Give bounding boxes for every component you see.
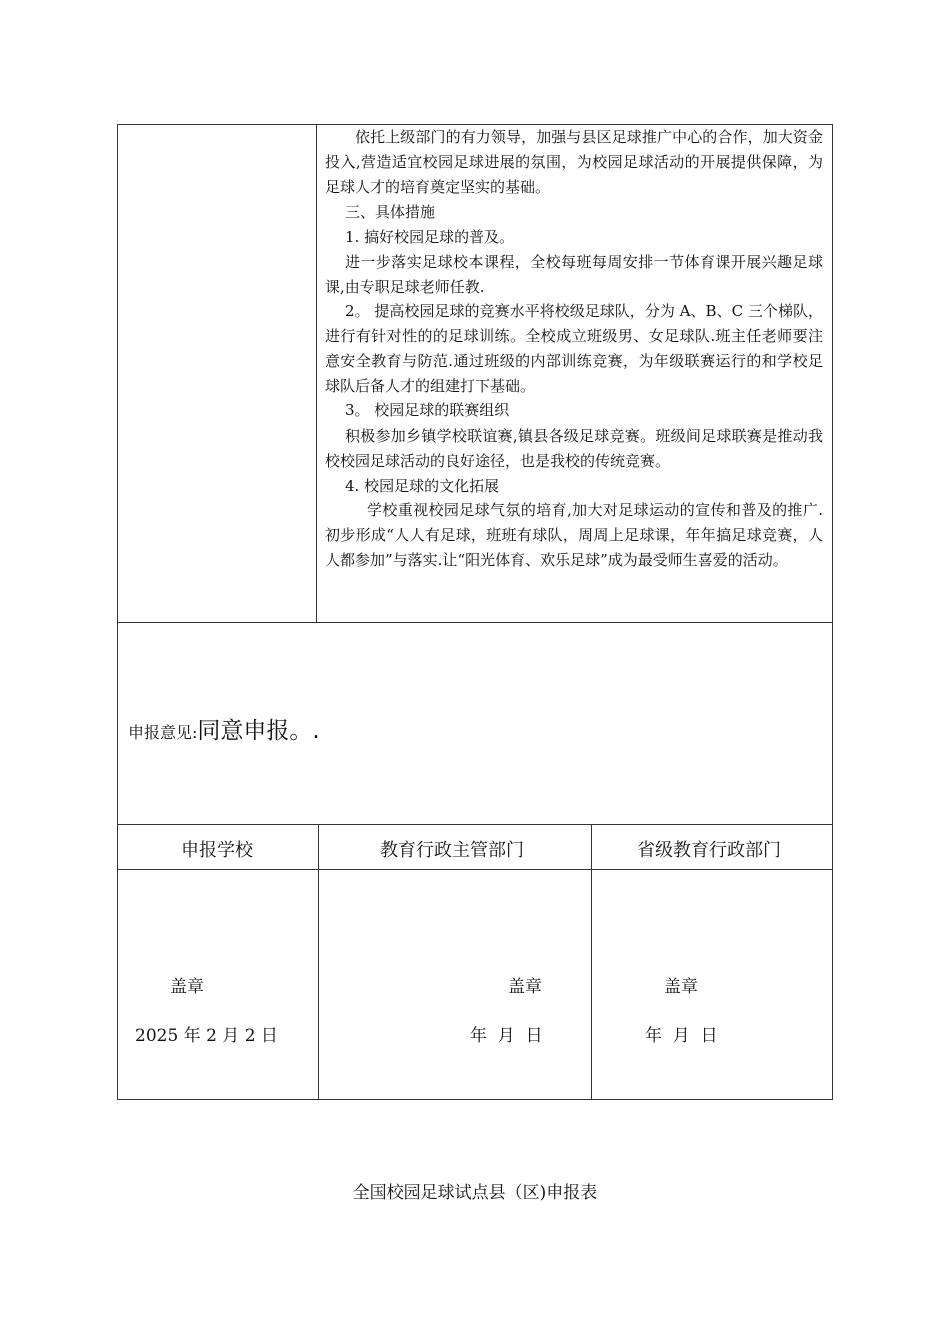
plan-item-4-text: 学校重视校园足球气氛的培育,加大对足球运动的宣传和普及的推广. 初步形成“人人有足球，班班有球队，周周上足球课，年年搞足球竞赛，人人都参加”与落实.让“阳光体育、欢乐足球”成为最受师生喜爱的活动。 [325, 501, 823, 569]
signature-divider-1 [318, 824, 319, 1100]
opinion-field [128, 712, 320, 745]
header-applicant-school: 申报学校 [181, 840, 253, 861]
plan-section-bottom-border [117, 622, 833, 623]
plan-heading-measures: 三、具体措施 [345, 203, 436, 221]
plan-item-3-text: 积极参加乡镇学校联谊赛,镇县各级足球竞赛。班级间足球联赛是推动我校校园足球活动的良好途径，也是我校的传统竞赛。 [325, 427, 823, 470]
signature-header-bottom-border [117, 869, 833, 870]
form-title: 全国校园足球试点县（区)申报表 [352, 1183, 598, 1203]
signature-divider-2 [591, 824, 592, 1100]
stamp-education-department: 盖章 [508, 977, 542, 997]
opinion-label: 申报意见: [128, 723, 198, 742]
header-education-department: 教育行政主管部门 [380, 840, 524, 861]
plan-item-1-text: 进一步落实足球校本课程，全校每班每周安排一节体育课开展兴趣足球课,由专职足球老师任教. [325, 253, 823, 296]
date-education-department: 年 月 日 [470, 1026, 543, 1046]
opinion-value: 同意申报。. [197, 718, 320, 744]
plan-paragraph-support: 依托上级部门的有力领导，加强与县区足球推广中心的合作，加大资金投入,营造适宜校园足球进展的氛围，为校园足球活动的开展提供保障，为足球人才的培育奠定坚实的基础。 [325, 128, 823, 196]
stamp-applicant-school: 盖章 [170, 977, 204, 997]
stamp-provincial-department: 盖章 [664, 977, 698, 997]
plan-item-3-heading: 3。 校园足球的联赛组织 [345, 401, 510, 419]
plan-left-column-divider [316, 124, 317, 623]
plan-item-4-heading: 4. 校园足球的文化拓展 [345, 477, 500, 495]
date-provincial-department: 年 月 日 [645, 1026, 718, 1046]
header-provincial-department: 省级教育行政部门 [637, 840, 781, 861]
date-applicant-school: 2025 年 2 月 2 日 [135, 1026, 278, 1046]
opinion-section-bottom-border [117, 824, 833, 825]
plan-item-2-text: 2。 提高校园足球的竞赛水平将校级足球队，分为 A、B、C 三个梯队，进行有针对性的的足球训练。全校成立班级男、女足球队.班主任老师要注意安全教育与防范.通过班级的内部训练竞赛，为年级联赛运行的和学校足球队后备人才的组建打下基础。 [325, 302, 823, 395]
plan-item-1-heading: 1. 搞好校园足球的普及。 [345, 228, 515, 246]
